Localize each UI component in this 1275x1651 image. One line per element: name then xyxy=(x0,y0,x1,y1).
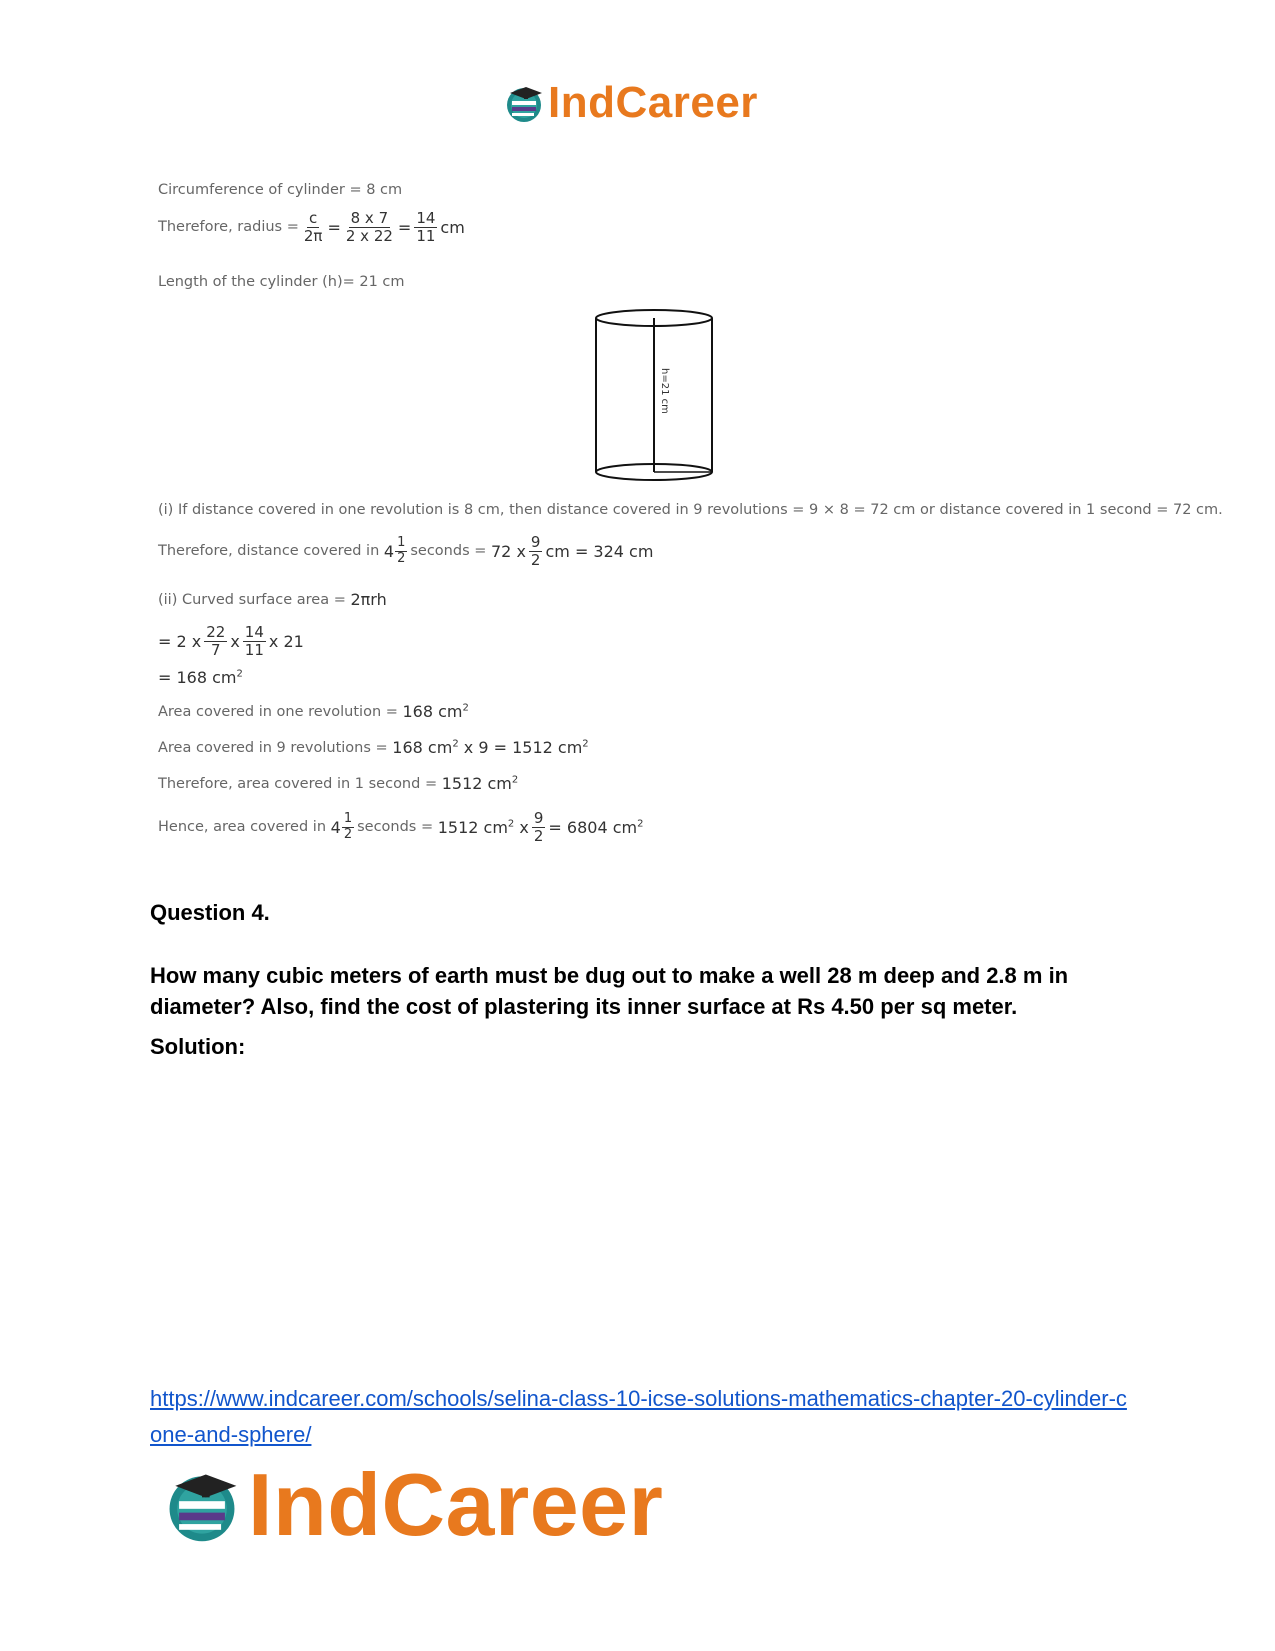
area-nine-rev-line: Area covered in 9 revolutions = 168 $cm^2$ x 9 = 1512 $cm^2$ xyxy=(158,738,589,757)
area-one-second-line: Therefore, area covered in 1 second = 1512 $cm^2$ xyxy=(158,774,519,793)
source-link[interactable]: https://www.indcareer.com/schools/selina-class-10-icse-solutions-mathematics-chapter-20-cylinder-cone-and-sphere/ xyxy=(150,1386,1127,1447)
mixed-number: 4 $\frac{1}{2}$ xyxy=(383,535,406,566)
fraction: $\frac{c}{2\pi}$ xyxy=(303,209,323,245)
fraction: $\frac{9}{2}$ xyxy=(530,533,541,569)
distance-seconds-line: Therefore, distance covered in 4 $\frac{1}{2}$ seconds = 72 x $\frac{9}{2}$ cm = 324 cm xyxy=(158,533,654,569)
brand-name: IndCareer xyxy=(248,1455,664,1554)
footer-logo xyxy=(160,1455,664,1554)
solution-label: Solution: xyxy=(150,1034,246,1059)
mixed-number: 4 $\frac{1}{2}$ xyxy=(330,811,353,842)
area-total-line: Hence, area covered in 4 $\frac{1}{2}$ seconds = 1512 $cm^2$ x $\frac{9}{2}$ = 6804 $cm^2$ xyxy=(158,809,644,845)
graduation-cap-globe-icon xyxy=(160,1463,244,1547)
question-text: How many cubic meters of earth must be dug out to make a well 28 m deep and 2.8 m in diameter? Also, find the cost of plastering its inner surface at Rs 4.50 per sq meter. xyxy=(150,963,1069,1019)
graduation-cap-globe-icon xyxy=(502,81,546,125)
fraction: $\frac{9}{2}$ xyxy=(533,809,544,845)
fraction: $\frac{14}{11}$ xyxy=(416,209,436,245)
brand-name: IndCareer xyxy=(548,78,758,127)
question-heading: Question 4. xyxy=(150,900,270,925)
area-one-rev-line: Area covered in one revolution = 168 $cm^2$ xyxy=(158,702,469,721)
csa-result-line: = 168 $cm^2$ xyxy=(158,668,243,687)
fraction: $\frac{14}{11}$ xyxy=(244,623,264,659)
revolution-distance-line: (i) If distance covered in one revolution is 8 cm, then distance covered in 9 revolutions = 9 × 8 = 72 cm or distance covered in 1 second = 72 cm. xyxy=(158,502,1223,518)
curved-surface-line: (ii) Curved surface area = 2πrh xyxy=(158,590,387,609)
circumference-line: Circumference of cylinder = 8 cm xyxy=(158,182,403,198)
length-line: Length of the cylinder (h)= 21 cm xyxy=(158,274,405,290)
csa-calc-line: = 2 x $\frac{22}{7}$ x $\frac{14}{11}$ x 21 xyxy=(158,623,304,659)
fraction: $\frac{8 x 7}{2 x 22}$ xyxy=(345,209,393,245)
radius-line: Therefore, radius = $\frac{c}{2\pi}$ = $\frac{8 x 7}{2 x 22}$ = $\frac{14}{11}$ cm xyxy=(158,209,465,245)
cylinder-diagram xyxy=(592,308,716,484)
fraction: $\frac{22}{7}$ xyxy=(206,623,226,659)
header-logo xyxy=(502,78,758,128)
cylinder-height-label: h=21 cm xyxy=(659,368,670,414)
